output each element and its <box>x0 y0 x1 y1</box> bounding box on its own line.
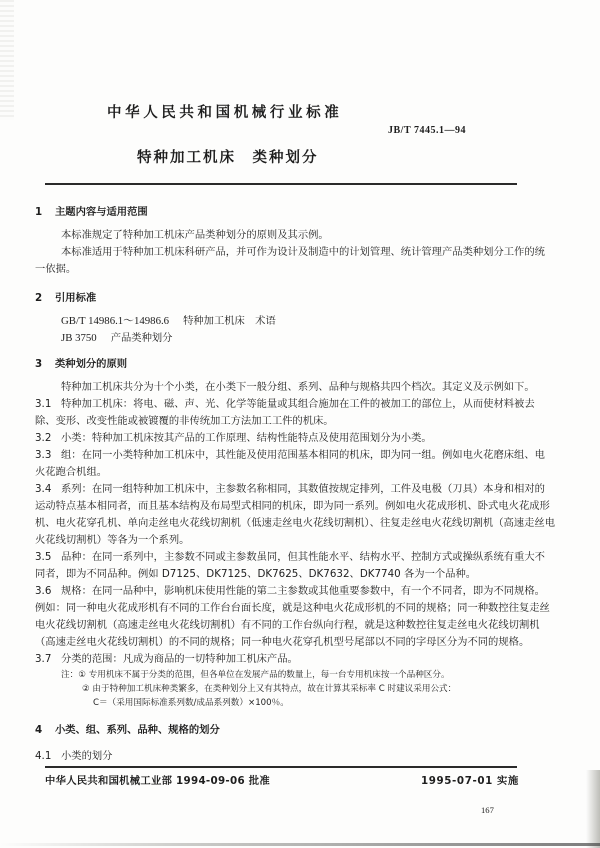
clause-text: 分类的范围：凡成为商品的一切特种加工机床产品。 <box>61 653 298 665</box>
section-2-heading <box>35 290 555 307</box>
document-title: 特种加工机床 类种划分 <box>137 150 319 166</box>
section-1-heading <box>35 204 555 221</box>
clause-number: 3.4 <box>35 483 52 495</box>
clause-text: 特种加工机床：将电、磁、声、光、化学等能量或其组合施加在工件的被加工的部位上，从而使材料被去除、变形、改变性能或被镀覆的非传统加工方法加工工件的机床。 <box>35 398 535 427</box>
clause-text: 小类：特种加工机床按其产品的工作原理、结构性能特点及使用范围划分为小类。 <box>61 432 432 444</box>
subsection-number: 4.1 <box>35 750 52 762</box>
clause-number: 3.5 <box>35 551 52 563</box>
clause-text: 系列：在同一组特种加工机床中，主参数名称相同，其数值按规定排列，工件及电极（刀具）本身和相对的运动特点基本相同者，而且基本结构及布局型式相同的机床，即为同一系列。例如电火花成形机、卧式电火花成形机、电火花穿孔机、单向走丝电火花线切割机（低速走丝电火花线切割机）、往复走丝电火花线切割机（高速走丝电火花线切割机）等各为一个系列。 <box>35 483 555 546</box>
clause-3-6 <box>35 583 555 651</box>
clause-number: 3.7 <box>35 653 52 665</box>
clause-3-7 <box>35 651 555 668</box>
clause-number: 3.1 <box>35 398 52 410</box>
scan-edge-right <box>586 770 600 848</box>
section-title: 类种划分的原则 <box>55 358 128 370</box>
reference-code: JB 3750 <box>61 332 97 344</box>
header-divider <box>45 183 517 185</box>
section-title: 引用标准 <box>55 292 97 304</box>
section-title: 小类、组、系列、品种、规格的划分 <box>55 724 220 736</box>
clause-text: 品种：在同一系列中，主参数不同或主参数虽同，但其性能水平、结构水平、控制方式或操纵系统有重大不同者，即为不同品种。例如 D7125、DK7125、DK7625、DK7632、DK7740 各为一个品种。 <box>35 551 545 580</box>
clause-number: 3.3 <box>35 449 52 461</box>
section-number: 4 <box>35 724 43 736</box>
clause-number: 3.2 <box>35 432 52 444</box>
section-number: 3 <box>35 358 43 370</box>
approval-info: 中华人民共和国机械工业部 1994-09-06 批准 <box>45 775 270 787</box>
formula: C＝（采用国际标准系列数/成品系列数）×100％。 <box>93 698 289 708</box>
clause-number: 3.6 <box>35 585 52 597</box>
note-2: ② 由于特种加工机床种类繁多，在类种划分上又有其特点，故在计算其采标率 C 时建议采用公式： <box>82 684 457 694</box>
note-text: ① 专用机床不属于分类的范围，但各单位在发展产品的数量上，每一台专用机床按一个品种区分。 <box>78 670 450 680</box>
section-title: 主题内容与适用范围 <box>55 206 148 218</box>
reference-code: GB/T 14986.1～14986.6 <box>61 315 170 327</box>
section-3-heading <box>35 356 555 373</box>
clause-text: 规格：在同一品种中，影响机床使用性能的第二主参数或其他重要参数中，有一个不同者，即为不同规格。例如：同一种电火花成形机有不同的工作台台面长度，就是这种电火花成形机的不同的规格；同一种数控往复走丝电火花线切割机（高速走丝电火花线切割机）有不同的工作台纵向行程，就是这种数控往复走丝电火花线切割机（高速走丝电火花线切割机）的不同的规格；同一种电火花穿孔机型号尾部以不同的字母区分为不同的规格。 <box>35 585 550 648</box>
paragraph: 特种加工机床共分为十个小类，在小类下一般分组、系列、品种与规格共四个档次。其定义及示例如下。 <box>61 381 535 393</box>
organization-title: 中华人民共和国机械行业标准 <box>107 105 343 121</box>
implementation-date: 1995-07-01 实施 <box>421 775 519 787</box>
reference-title: 产品类种划分 <box>110 332 173 344</box>
clause-3-1 <box>35 396 555 430</box>
subsection-4-1-heading <box>35 748 555 765</box>
clause-text: 组：在同一小类特种加工机床中，其性能及使用范围基本相同的机床，即为同一组。例如电火花磨床组、电火花跑合机组。 <box>35 449 545 478</box>
document-body <box>35 204 555 765</box>
reference-title: 特种加工机床 术语 <box>183 315 276 327</box>
note-label: 注： <box>61 670 79 680</box>
page-number: 167 <box>481 805 494 815</box>
section-number: 1 <box>35 206 43 218</box>
clause-3-2 <box>35 430 555 447</box>
section-number: 2 <box>35 292 43 304</box>
reference-item <box>35 330 555 347</box>
clause-3-5 <box>35 549 555 583</box>
paragraph: 本标准规定了特种加工机床产品类种划分的原则及其示例。 <box>61 229 329 241</box>
footer-divider <box>45 766 517 768</box>
note-1 <box>35 668 555 682</box>
paragraph: 本标准适用于特种加工机床科研产品，并可作为设计及制造中的计划管理、统计管理产品类种划分工作的统一依据。 <box>35 246 545 275</box>
clause-3-4 <box>35 481 555 549</box>
standard-code: JB/T 7445.1—94 <box>388 125 466 136</box>
scan-edge-bottom <box>0 843 600 846</box>
scan-edge-left <box>0 0 14 120</box>
section-4-heading <box>35 722 555 739</box>
reference-item <box>35 313 555 330</box>
subsection-title: 小类的划分 <box>61 750 113 762</box>
clause-3-3 <box>35 447 555 481</box>
